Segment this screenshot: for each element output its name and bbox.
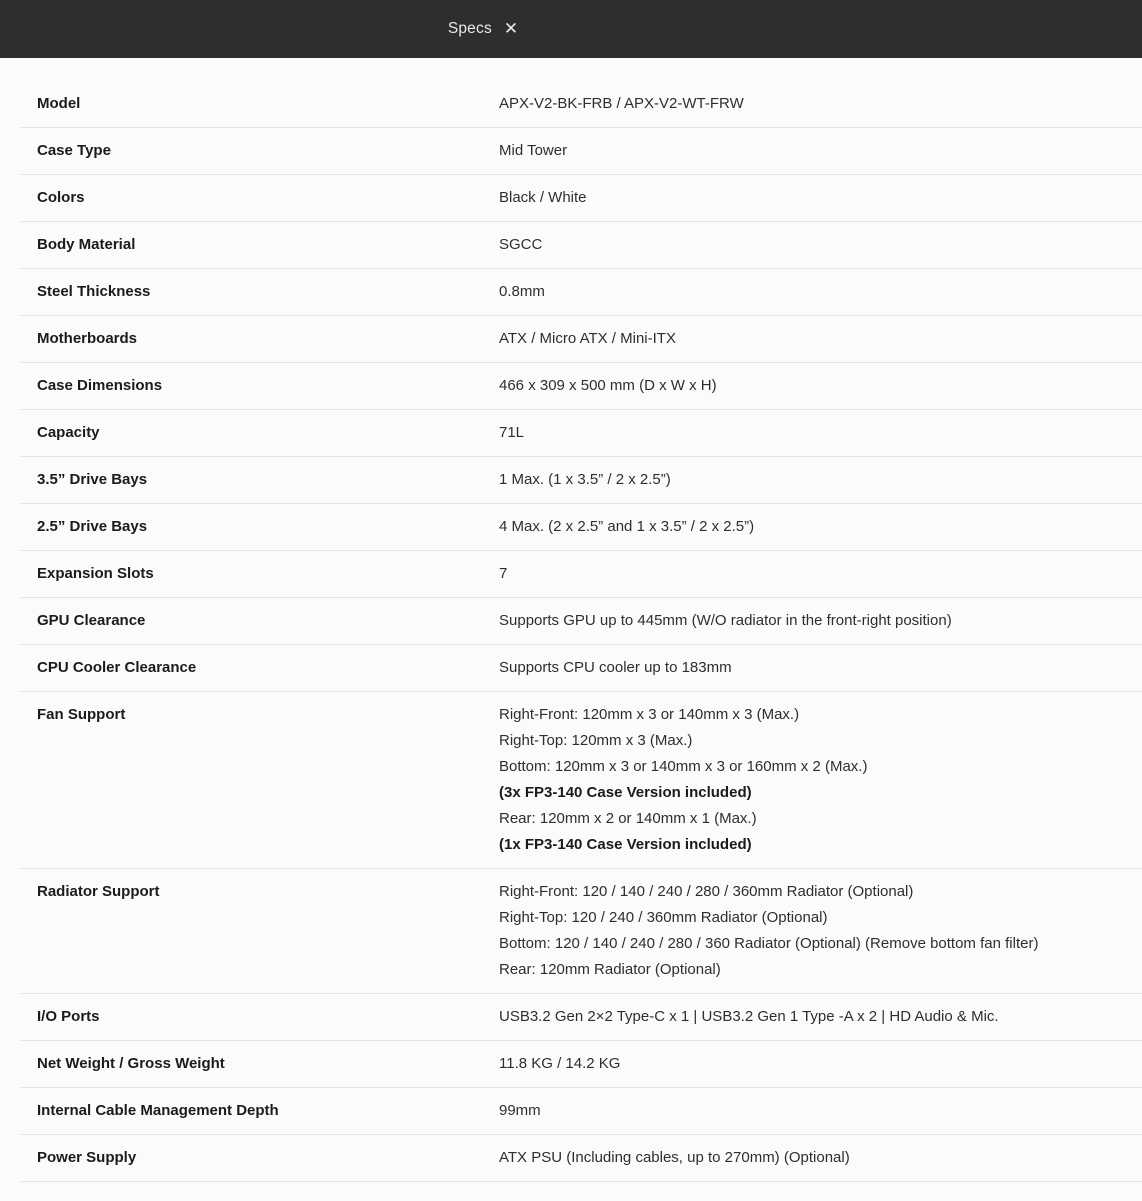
spec-row [20, 598, 1142, 645]
spec-value [499, 879, 1142, 983]
spec-row [20, 457, 1142, 504]
spec-label: 3.5” Drive Bays [37, 471, 148, 488]
spec-label-cell [20, 514, 499, 540]
spec-label: I/O Ports [37, 1008, 100, 1025]
spec-label-cell [20, 1145, 499, 1171]
spec-label: Net Weight / Gross Weight [37, 1055, 225, 1072]
spec-value-line: Rear: 120mm Radiator (Optional) [499, 961, 721, 978]
specs-header-content [448, 20, 518, 38]
spec-value-line: 4 Max. (2 x 2.5” and 1 x 3.5” / 2 x 2.5”) [499, 518, 755, 535]
spec-value-line: Mid Tower [499, 142, 568, 159]
spec-label: Radiator Support [37, 883, 160, 900]
spec-value-line: Right-Front: 120mm x 3 or 140mm x 3 (Max.) [499, 706, 800, 723]
spec-value-line: APX-V2-BK-FRB / APX-V2-WT-FRW [499, 95, 744, 112]
spec-value [499, 655, 1142, 681]
specs-table [20, 81, 1142, 1182]
spec-value-line: 71L [499, 424, 525, 441]
spec-label-cell [20, 1004, 499, 1030]
spec-label-cell [20, 326, 499, 352]
spec-value-line: Black / White [499, 189, 587, 206]
spec-label-cell [20, 279, 499, 305]
spec-value-line: Bottom: 120mm x 3 or 140mm x 3 or 160mm x 2 (Max.) [499, 758, 868, 775]
spec-value-line: Right-Front: 120 / 140 / 240 / 280 / 360mm Radiator (Optional) [499, 883, 914, 900]
spec-value [499, 232, 1142, 258]
spec-label: Motherboards [37, 330, 138, 347]
spec-value [499, 1004, 1142, 1030]
spec-label-cell [20, 561, 499, 587]
spec-value-line: 99mm [499, 1102, 541, 1119]
spec-label: Case Dimensions [37, 377, 163, 394]
spec-row [20, 269, 1142, 316]
spec-value-line: SGCC [499, 236, 543, 253]
spec-row [20, 994, 1142, 1041]
spec-label: Capacity [37, 424, 100, 441]
spec-value [499, 373, 1142, 399]
spec-label-cell [20, 91, 499, 117]
spec-label: Steel Thickness [37, 283, 151, 300]
spec-row [20, 504, 1142, 551]
spec-label: GPU Clearance [37, 612, 146, 629]
spec-label-cell [20, 467, 499, 493]
spec-label: Body Material [37, 236, 136, 253]
page-title: Specs [447, 20, 492, 37]
spec-row [20, 1135, 1142, 1182]
spec-row [20, 81, 1142, 128]
spec-value-line: ATX / Micro ATX / Mini-ITX [499, 330, 676, 347]
spec-row [20, 175, 1142, 222]
spec-value-line: ATX PSU (Including cables, up to 270mm) (Optional) [499, 1149, 850, 1166]
spec-label-cell [20, 232, 499, 258]
spec-label: Case Type [37, 142, 111, 159]
spec-label-cell [20, 185, 499, 211]
spec-value [499, 608, 1142, 634]
spec-value-line: Right-Top: 120 / 240 / 360mm Radiator (Optional) [499, 909, 828, 926]
spec-row [20, 692, 1142, 869]
spec-value [499, 1145, 1142, 1171]
close-button[interactable] [503, 18, 519, 39]
spec-value [499, 1098, 1142, 1124]
spec-label: Fan Support [37, 706, 126, 723]
spec-label-cell [20, 373, 499, 399]
spec-value-line: 11.8 KG / 14.2 KG [499, 1055, 621, 1072]
spec-value-line: 1 Max. (1 x 3.5” / 2 x 2.5”) [499, 471, 671, 488]
spec-value-line: 7 [499, 565, 508, 582]
spec-value-line: USB3.2 Gen 2×2 Type-C x 1 | USB3.2 Gen 1 Type -A x 2 | HD Audio & Mic. [499, 1008, 999, 1025]
spec-label-cell [20, 879, 499, 905]
spec-value-line: Rear: 120mm x 2 or 140mm x 1 (Max.) [499, 810, 757, 827]
spec-value [499, 1051, 1142, 1077]
spec-value-line: 0.8mm [499, 283, 545, 300]
spec-row [20, 128, 1142, 175]
spec-label-cell [20, 655, 499, 681]
spec-value [499, 279, 1142, 305]
spec-value-line: (1x FP3-140 Case Version included) [499, 836, 752, 853]
spec-value-line: Right-Top: 120mm x 3 (Max.) [499, 732, 693, 749]
spec-label-cell [20, 1051, 499, 1077]
spec-value [499, 420, 1142, 446]
spec-value [499, 138, 1142, 164]
close-icon: ✕ [503, 18, 519, 39]
spec-value-line: Bottom: 120 / 140 / 240 / 280 / 360 Radiator (Optional) (Remove bottom fan filter) [499, 935, 1039, 952]
spec-row [20, 1041, 1142, 1088]
spec-value [499, 514, 1142, 540]
spec-value [499, 561, 1142, 587]
spec-row [20, 316, 1142, 363]
spec-value [499, 185, 1142, 211]
spec-label: CPU Cooler Clearance [37, 659, 197, 676]
specs-header [0, 0, 1142, 58]
spec-label-cell [20, 702, 499, 728]
spec-label-cell [20, 1098, 499, 1124]
spec-row [20, 1088, 1142, 1135]
spec-row [20, 645, 1142, 692]
spec-value [499, 702, 1142, 858]
spec-value-line: (3x FP3-140 Case Version included) [499, 784, 752, 801]
spec-value-line: 466 x 309 x 500 mm (D x W x H) [499, 377, 717, 394]
spec-label: Power Supply [37, 1149, 137, 1166]
spec-row [20, 222, 1142, 269]
spec-value-line: Supports CPU cooler up to 183mm [499, 659, 732, 676]
spec-value [499, 467, 1142, 493]
spec-label-cell [20, 138, 499, 164]
spec-label-cell [20, 608, 499, 634]
spec-value-line: Supports GPU up to 445mm (W/O radiator in the front-right position) [499, 612, 952, 629]
spec-label: Expansion Slots [37, 565, 154, 582]
spec-label: Colors [37, 189, 85, 206]
spec-label-cell [20, 420, 499, 446]
spec-row [20, 363, 1142, 410]
spec-label: Model [37, 95, 81, 112]
spec-row [20, 551, 1142, 598]
spec-row [20, 869, 1142, 994]
spec-value [499, 326, 1142, 352]
spec-label: 2.5” Drive Bays [37, 518, 148, 535]
spec-value [499, 91, 1142, 117]
spec-label: Internal Cable Management Depth [37, 1102, 279, 1119]
spec-row [20, 410, 1142, 457]
